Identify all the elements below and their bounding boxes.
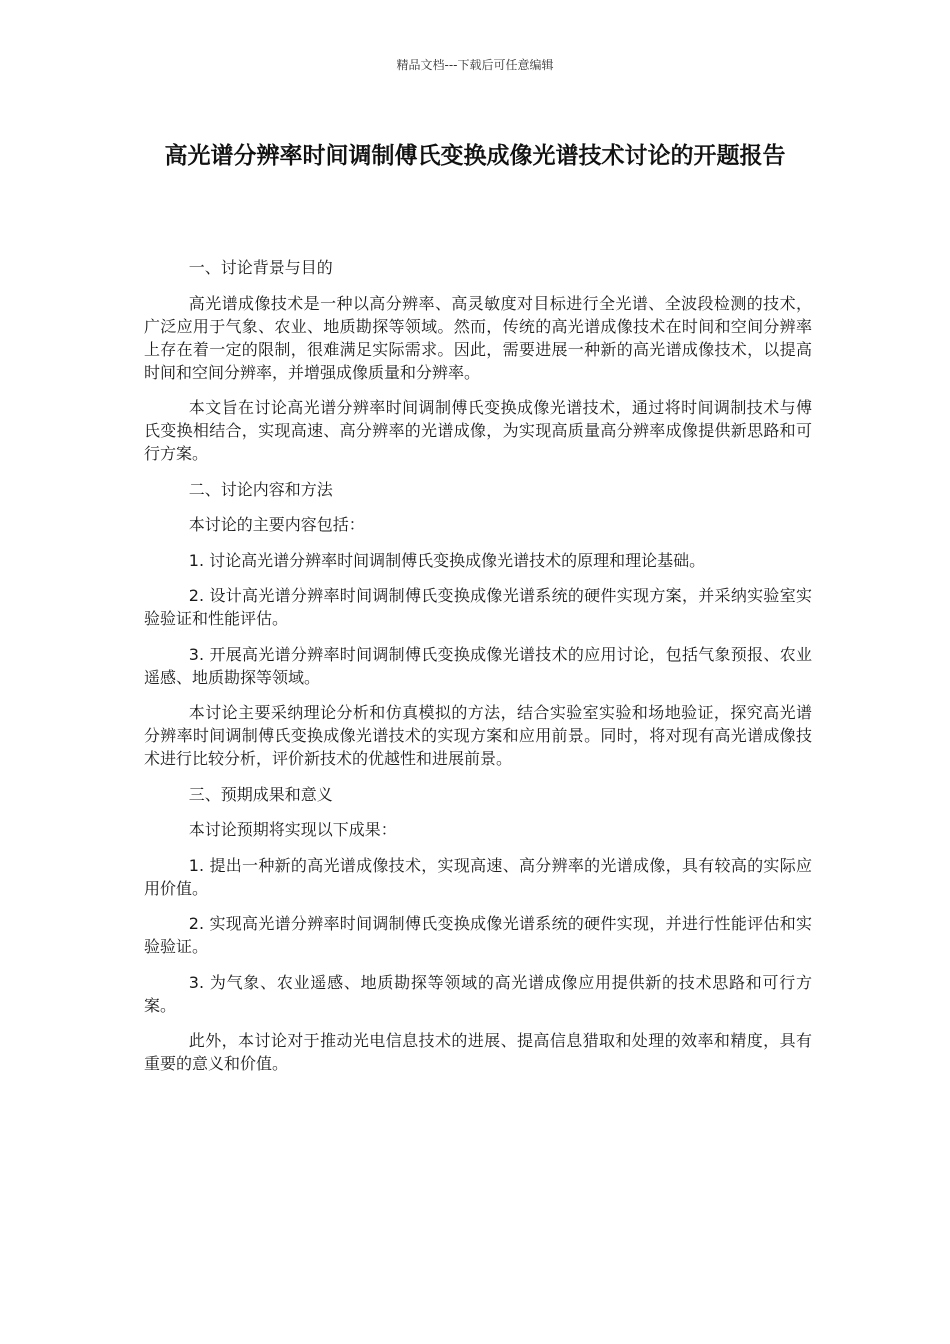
list-item: 3. 为气象、农业遥感、地质勘探等领域的高光谱成像应用提供新的技术思路和可行方案。 [144,972,812,1015]
document-title: 高光谱分辨率时间调制傅氏变换成像光谱技术讨论的开题报告 [164,143,786,169]
paragraph: 此外，本讨论对于推动光电信息技术的进展、提高信息猎取和处理的效率和精度，具有重要的意义和价值。 [144,1031,812,1073]
paragraph: 本讨论预期将实现以下成果： [188,820,397,839]
list-item: 1. 提出一种新的高光谱成像技术，实现高速、高分辨率的光谱成像，具有较高的实际应用价值。 [144,855,812,898]
list-item: 2. 设计高光谱分辨率时间调制傅氏变换成像光谱系统的硬件实现方案，并采纳实验室实验验证和性能评估。 [144,586,812,628]
header-note: 精品文档---下载后可任意编辑 [396,58,554,72]
paragraph: 高光谱成像技术是一种以高分辨率、高灵敏度对目标进行全光谱、全波段检测的技术，广泛应用于气象、农业、地质勘探等领域。然而，传统的高光谱成像技术在时间和空间分辨率上存在着一定的限制，很难满足实际需求。因此，需要进展一种新的高光谱成像技术，以提高时间和空间分辨率，并增强成像质量和分辨率。 [144,293,812,382]
list-item: 1. 讨论高光谱分辨率时间调制傅氏变换成像光谱技术的原理和理论基础。 [188,550,706,570]
paragraph: 本讨论的主要内容包括： [188,515,365,534]
list-item: 3. 开展高光谱分辨率时间调制傅氏变换成像光谱技术的应用讨论，包括气象预报、农业遥感、地质勘探等领域。 [144,644,812,687]
paragraph: 本文旨在讨论高光谱分辨率时间调制傅氏变换成像光谱技术，通过将时间调制技术与傅氏变换相结合，实现高速、高分辨率的光谱成像，为实现高质量高分辨率成像提供新思路和可行方案。 [144,398,812,463]
document-body [144,256,812,1088]
section-heading-background: 一、讨论背景与目的 [188,258,333,277]
list-item: 2. 实现高光谱分辨率时间调制傅氏变换成像光谱系统的硬件实现，并进行性能评估和实验验证。 [144,914,812,956]
paragraph: 本讨论主要采纳理论分析和仿真模拟的方法，结合实验室实验和场地验证，探究高光谱分辨率时间调制傅氏变换成像光谱技术的实现方案和应用前景。同时，将对现有高光谱成像技术进行比较分析，评价新技术的优越性和进展前景。 [144,703,812,768]
section-heading-content-methods: 二、讨论内容和方法 [188,479,333,499]
section-heading-expected-results: 三、预期成果和意义 [188,784,333,804]
